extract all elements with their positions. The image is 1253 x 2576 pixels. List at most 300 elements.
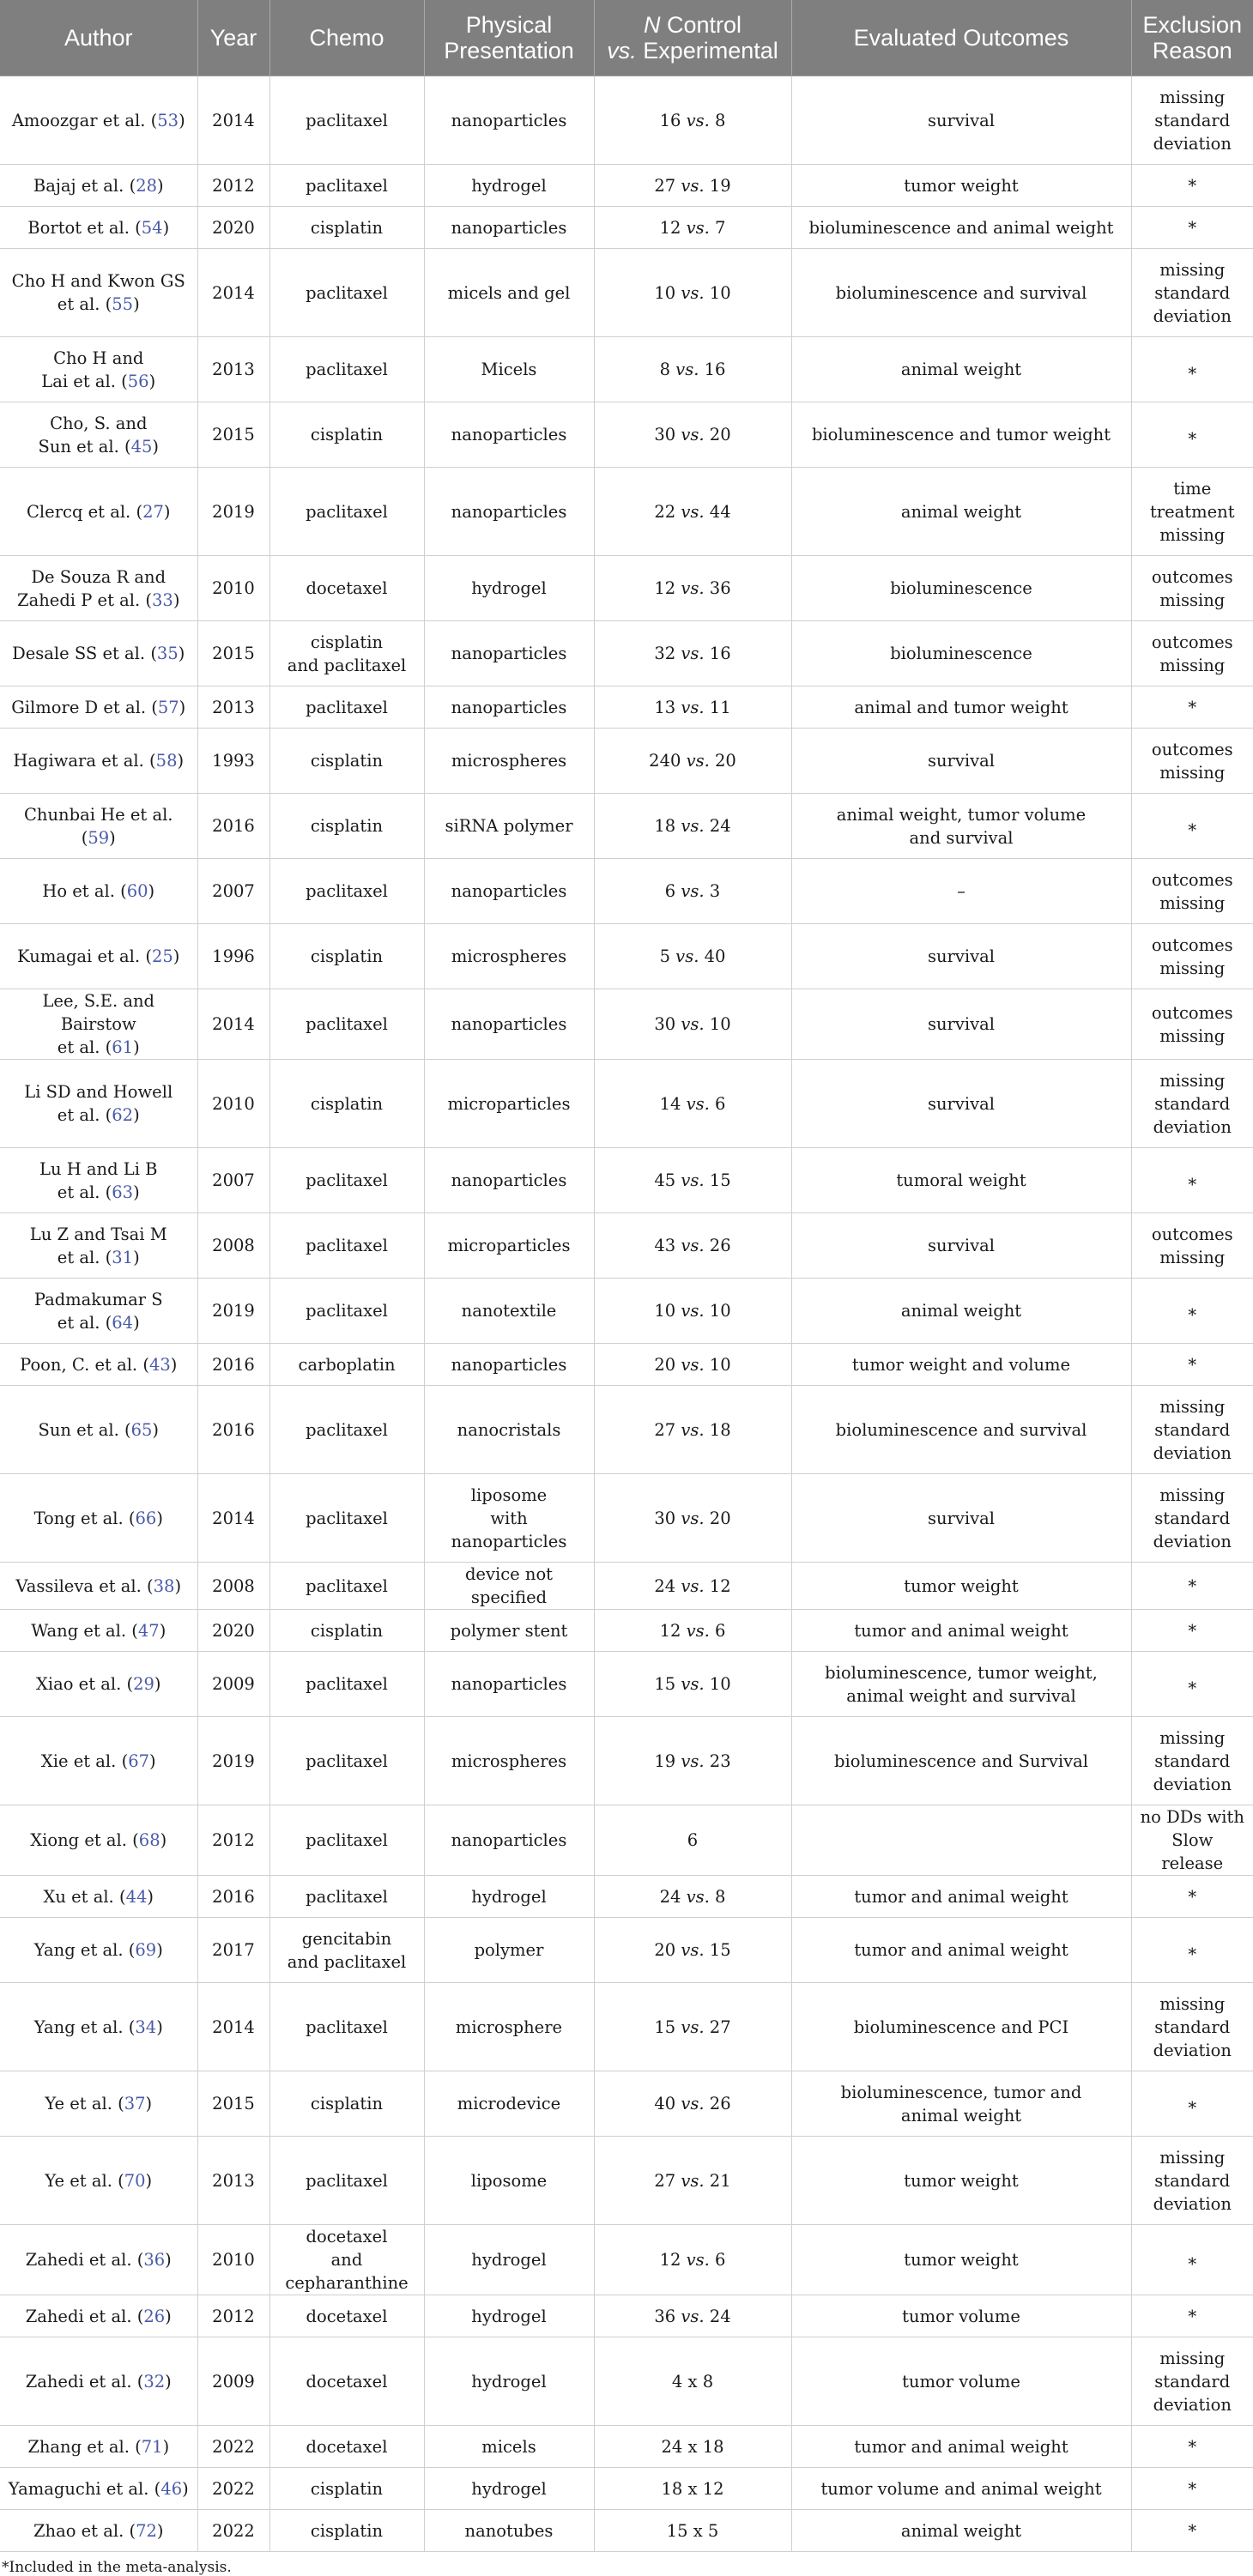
author-line: Lai et al. (56) [41,371,156,391]
cell-evaluated-outcomes [791,1213,1131,1279]
reference-link[interactable]: 67 [128,1751,150,1771]
outcome-line: tumor weight and volume [851,1354,1071,1375]
physical-line: Micels [481,360,537,379]
physical-line: hydrogel [471,2250,547,2270]
reference-link[interactable]: 65 [130,1419,153,1440]
exclusion-line: deviation [1153,133,1232,154]
cell-year: 2012 [197,1805,269,1876]
n-value: 43 vs. 26 [654,1236,731,1255]
cell-year: 2012 [197,165,269,207]
cell-year: 2015 [197,621,269,686]
table-row [0,989,1253,1060]
cell-author [0,76,197,165]
cell-chemo [269,249,424,337]
cell-chemo [269,1060,424,1148]
included-marker: * [1188,2306,1197,2326]
n-value: 22 vs. 44 [654,501,731,522]
table-row [0,556,1253,621]
cell-evaluated-outcomes [791,1563,1131,1610]
author-line: Zahedi et al. (36) [25,2250,172,2270]
cell-year: 2020 [197,1610,269,1652]
cell-year: 1996 [197,924,269,989]
reference-link[interactable]: 68 [138,1830,160,1850]
physical-line: microsphere [455,2017,563,2037]
n-value: 27 vs. 19 [654,175,731,196]
cell-exclusion-reason [1131,1610,1253,1652]
outcome-line: bioluminescence [890,578,1032,598]
cell-physical-presentation [424,402,594,468]
physical-line: nanoparticles [451,644,567,663]
reference-link[interactable]: 59 [88,827,110,848]
reference-link[interactable]: 64 [112,1312,134,1333]
reference-link[interactable]: 66 [135,1508,157,1528]
cell-chemo [269,686,424,729]
cell-year: 2010 [197,2225,269,2295]
table-row [0,621,1253,686]
cell-evaluated-outcomes [791,1474,1131,1563]
author-line: Cho, S. and [50,413,148,433]
cell-exclusion-reason [1131,2071,1253,2137]
cell-evaluated-outcomes [791,1717,1131,1805]
cell-author [0,165,197,207]
cell-n [594,2510,791,2552]
reference-link[interactable]: 43 [148,1354,171,1375]
reference-link[interactable]: 35 [156,644,179,663]
cell-evaluated-outcomes [791,1652,1131,1717]
cell-year: 2009 [197,1652,269,1717]
cell-chemo [269,621,424,686]
cell-chemo [269,1148,424,1213]
reference-link[interactable]: 36 [143,2250,166,2270]
cell-author [0,1717,197,1805]
cell-physical-presentation [424,729,594,794]
cell-chemo [269,2225,424,2295]
physical-line: hydrogel [471,2306,547,2326]
reference-link[interactable]: 46 [160,2478,183,2499]
cell-physical-presentation [424,686,594,729]
n-value: 15 vs. 10 [654,1674,731,1694]
n-value: 10 vs. 10 [654,282,731,303]
reference-link[interactable]: 70 [124,2170,146,2191]
physical-line: with nanoparticles [451,1508,567,1551]
author-line: Li SD and Howell [24,1082,173,1102]
table-row [0,165,1253,207]
cell-author [0,989,197,1060]
table-row [0,924,1253,989]
cell-evaluated-outcomes [791,165,1131,207]
cell-chemo [269,924,424,989]
header-n-control-vs-experimental [594,0,791,76]
cell-year: 2022 [197,2426,269,2468]
physical-line: nanoparticles [451,217,567,238]
cell-n [594,1148,791,1213]
cell-n [594,2295,791,2337]
cell-chemo [269,1717,424,1805]
cell-year: 2008 [197,1213,269,1279]
cell-evaluated-outcomes [791,556,1131,621]
author-line: et al. (63) [57,1182,140,1202]
chemo-line: paclitaxel [306,1014,388,1034]
cell-author [0,1918,197,1983]
cell-author [0,729,197,794]
reference-link[interactable]: 58 [155,751,178,771]
reference-link[interactable]: 61 [112,1037,134,1057]
reference-link[interactable]: 37 [124,2094,146,2113]
cell-chemo [269,1983,424,2071]
exclusion-line: outcomes [1151,632,1233,652]
cell-exclusion-reason [1131,249,1253,337]
cell-author [0,1060,197,1148]
cell-evaluated-outcomes [791,729,1131,794]
author-line: Cho H and [53,348,144,368]
physical-line: hydrogel [471,2371,547,2392]
exclusion-line: time [1173,478,1212,499]
cell-physical-presentation [424,165,594,207]
cell-exclusion-reason [1131,1563,1253,1610]
included-marker: * [1188,1886,1197,1907]
n-value: 45 vs. 15 [654,1170,731,1190]
physical-line: polymer stent [450,1620,568,1641]
chemo-line: cisplatin [310,2094,384,2113]
cell-year: 1993 [197,729,269,794]
reference-link[interactable]: 69 [135,1940,157,1960]
cell-author [0,2225,197,2295]
cell-evaluated-outcomes [791,989,1131,1060]
chemo-line: paclitaxel [306,1830,388,1850]
n-value: 40 vs. 26 [654,2094,731,2113]
included-marker: * [1188,175,1197,196]
author-line: Lee, S.E. and Bairstow [42,991,155,1034]
outcome-line: bioluminescence and survival [835,282,1087,303]
table-row [0,1060,1253,1148]
cell-n [594,249,791,337]
chemo-line: paclitaxel [306,282,388,303]
cell-author [0,621,197,686]
author-line: Gilmore D et al. (57) [11,697,186,717]
cell-physical-presentation [424,1060,594,1148]
cell-n [594,1563,791,1610]
reference-link[interactable]: 27 [142,501,164,522]
cell-author [0,2071,197,2137]
cell-n [594,686,791,729]
cell-n [594,165,791,207]
reference-link[interactable]: 28 [136,175,158,196]
exclusion-line: missing [1159,762,1226,783]
table-row [0,2510,1253,2552]
exclusion-line: missing [1159,655,1226,675]
reference-link[interactable]: 45 [130,436,153,457]
reference-link[interactable]: 38 [153,1575,175,1596]
outcome-line: tumor weight [904,1575,1019,1596]
cell-year: 2008 [197,1563,269,1610]
cell-physical-presentation [424,468,594,556]
n-value: 20 vs. 10 [654,1354,731,1375]
table-row [0,1148,1253,1213]
cell-author [0,2295,197,2337]
cell-chemo [269,729,424,794]
outcome-line: tumor volume and animal weight [820,2478,1102,2499]
n-value: 12 vs. 36 [654,578,731,598]
physical-line: microparticles [447,1093,571,1114]
included-marker: * [1188,1305,1197,1325]
reference-link[interactable]: 47 [137,1620,160,1641]
exclusion-line: deviation [1153,1116,1232,1137]
included-marker: * [1188,2436,1197,2457]
table-row [0,1652,1253,1717]
table-row [0,337,1253,402]
physical-line: nanoparticles [451,1170,567,1190]
author-line: Xiao et al. (29) [35,1674,161,1694]
cell-physical-presentation [424,794,594,859]
cell-chemo [269,1563,424,1610]
table-row [0,2337,1253,2426]
chemo-line: paclitaxel [306,1236,388,1255]
reference-link[interactable]: 29 [133,1674,154,1694]
cell-evaluated-outcomes [791,1805,1131,1876]
n-value: 18 x 12 [661,2478,724,2499]
header-physical-presentation: Physical Presentation [424,0,594,76]
physical-line: hydrogel [471,175,547,196]
cell-physical-presentation [424,1563,594,1610]
cell-evaluated-outcomes [791,249,1131,337]
cell-n [594,621,791,686]
exclusion-line: deviation [1153,2394,1232,2415]
chemo-line: cisplatin [310,946,384,966]
n-value: 24 vs. 12 [654,1575,731,1596]
cell-author [0,924,197,989]
cell-evaluated-outcomes [791,2295,1131,2337]
cell-chemo [269,1344,424,1386]
author-line: Yang et al. (69) [33,1940,163,1960]
cell-year: 2009 [197,2337,269,2426]
cell-evaluated-outcomes [791,337,1131,402]
cell-physical-presentation [424,1386,594,1474]
cell-n [594,924,791,989]
reference-link[interactable]: 60 [126,881,148,901]
cell-exclusion-reason [1131,76,1253,165]
header-n-line: N Control [643,12,742,38]
cell-physical-presentation [424,337,594,402]
physical-line: micels [481,2436,536,2457]
cell-exclusion-reason [1131,1652,1253,1717]
cell-n [594,1983,791,2071]
table-row [0,76,1253,165]
reference-link[interactable]: 33 [152,590,173,610]
cell-n [594,1474,791,1563]
included-marker: * [1188,217,1197,238]
author-line: Desale SS et al. (35) [12,644,185,663]
physical-line: micels and gel [447,282,571,303]
outcome-line: tumoral weight [896,1170,1026,1190]
exclusion-line: missing [1159,1070,1226,1091]
author-line: Poon, C. et al. (43) [20,1354,178,1375]
cell-n [594,402,791,468]
cell-year: 2014 [197,1474,269,1563]
physical-line: nanoparticles [451,1354,567,1375]
cell-exclusion-reason [1131,729,1253,794]
reference-link[interactable]: 54 [141,217,163,238]
cell-physical-presentation [424,2071,594,2137]
cell-year: 2017 [197,1918,269,1983]
reference-link[interactable]: 72 [136,2520,157,2541]
cell-physical-presentation [424,1148,594,1213]
author-line: Tong et al. (66) [33,1508,163,1528]
table-row [0,249,1253,337]
chemo-line: paclitaxel [306,175,388,196]
header-n-line: vs. Experimental [607,38,778,63]
author-line: Sun et al. (65) [38,1419,160,1440]
cell-physical-presentation [424,2137,594,2225]
cell-author [0,1876,197,1918]
n-value: 36 vs. 24 [654,2306,731,2326]
exclusion-line: missing [1159,958,1226,978]
cell-physical-presentation [424,1983,594,2071]
outcome-line: animal weight [900,360,1022,379]
n-value: 15 vs. 27 [654,2017,731,2037]
n-value: 6 vs. 3 [664,881,721,901]
chemo-line: paclitaxel [306,881,388,901]
n-value: 27 vs. 21 [654,2170,731,2191]
author-line: Lu Z and Tsai M [29,1224,167,1244]
cell-author [0,207,197,249]
reference-link[interactable]: 26 [143,2306,166,2326]
outcome-line: tumor weight [904,2170,1019,2191]
physical-line: nanoparticles [451,1014,567,1034]
author-line: et al. (62) [57,1105,140,1125]
reference-link[interactable]: 62 [112,1105,134,1125]
reference-link[interactable]: 44 [125,1886,148,1907]
reference-link[interactable]: 34 [135,2017,157,2037]
author-line: Xu et al. (44) [43,1886,154,1907]
physical-line: nanotextile [461,1301,557,1321]
physical-line: nanoparticles [451,110,567,130]
table-row [0,794,1253,859]
cell-chemo [269,468,424,556]
cell-n [594,207,791,249]
exclusion-line: standard [1154,1751,1231,1771]
cell-exclusion-reason [1131,1344,1253,1386]
chemo-line: paclitaxel [306,1751,388,1771]
cell-author [0,1563,197,1610]
chemo-line: paclitaxel [306,1419,388,1440]
cell-chemo [269,1918,424,1983]
cell-chemo [269,1213,424,1279]
physical-line: nanoparticles [451,1830,567,1850]
chemo-line: cisplatin [310,1093,384,1114]
outcome-line: tumor and animal weight [854,1886,1068,1907]
exclusion-line: deviation [1153,1442,1232,1463]
cell-author [0,1386,197,1474]
cell-year: 2019 [197,1717,269,1805]
cell-chemo [269,402,424,468]
chemo-line: and paclitaxel [287,655,407,675]
cell-evaluated-outcomes [791,1060,1131,1148]
outcome-line: bioluminescence and Survival [833,1751,1088,1771]
outcome-line: bioluminescence and animal weight [808,217,1114,238]
cell-n [594,1717,791,1805]
cell-author [0,2426,197,2468]
author-line: Zahedi et al. (32) [25,2371,172,2392]
cell-evaluated-outcomes [791,207,1131,249]
exclusion-line: missing [1159,2147,1226,2168]
reference-link[interactable]: 63 [112,1182,134,1202]
cell-chemo [269,165,424,207]
cell-physical-presentation [424,1610,594,1652]
cell-n [594,2337,791,2426]
n-value: 20 vs. 15 [654,1940,731,1960]
table-row [0,2137,1253,2225]
cell-exclusion-reason [1131,2295,1253,2337]
cell-author [0,2510,197,2552]
cell-exclusion-reason [1131,402,1253,468]
cell-evaluated-outcomes [791,924,1131,989]
cell-exclusion-reason [1131,1876,1253,1918]
reference-link[interactable]: 55 [112,294,134,314]
cell-evaluated-outcomes [791,1279,1131,1344]
cell-chemo [269,556,424,621]
outcome-line: animal weight [900,1301,1022,1321]
table-row [0,2426,1253,2468]
cell-author [0,337,197,402]
reference-link[interactable]: 25 [151,946,173,966]
exclusion-line: standard [1154,2017,1231,2037]
included-marker: * [1188,820,1197,840]
cell-exclusion-reason [1131,2137,1253,2225]
cell-author [0,1148,197,1213]
cell-chemo [269,76,424,165]
reference-link[interactable]: 31 [112,1247,134,1267]
outcome-line: survival [927,1236,996,1255]
cell-exclusion-reason [1131,1386,1253,1474]
cell-exclusion-reason [1131,794,1253,859]
exclusion-line: missing [1159,892,1226,913]
cell-author [0,556,197,621]
chemo-line: cisplatin [310,816,384,836]
included-marker: * [1188,1575,1197,1596]
author-line: Ye et al. (37) [45,2094,153,2113]
table-row [0,1918,1253,1983]
reference-link[interactable]: 57 [157,697,179,717]
exclusion-line: outcomes [1151,566,1233,587]
author-line: et al. (31) [57,1247,140,1267]
author-line: Amoozgar et al. (53) [11,110,185,130]
exclusion-line: standard [1154,1093,1231,1114]
reference-link[interactable]: 32 [143,2371,166,2392]
exclusion-line: missing [1159,590,1226,610]
author-line: Padmakumar S [33,1289,163,1309]
table-body [0,76,1253,2552]
included-marker: * [1188,1175,1197,1194]
cell-evaluated-outcomes [791,621,1131,686]
table-row [0,1213,1253,1279]
cell-n [594,1279,791,1344]
table-row [0,1563,1253,1610]
included-marker: * [1188,2478,1197,2499]
chemo-line: paclitaxel [306,501,388,522]
cell-physical-presentation [424,924,594,989]
reference-link[interactable]: 56 [127,371,149,391]
reference-link[interactable]: 53 [157,110,179,130]
outcome-line: animal weight [900,2520,1022,2541]
chemo-line: docetaxel [306,2371,388,2392]
cell-exclusion-reason [1131,686,1253,729]
reference-link[interactable]: 71 [141,2436,163,2457]
chemo-line: paclitaxel [306,2017,388,2037]
table-row [0,2295,1253,2337]
included-marker: * [1188,429,1197,449]
included-marker: * [1188,697,1197,717]
cell-year: 2014 [197,249,269,337]
